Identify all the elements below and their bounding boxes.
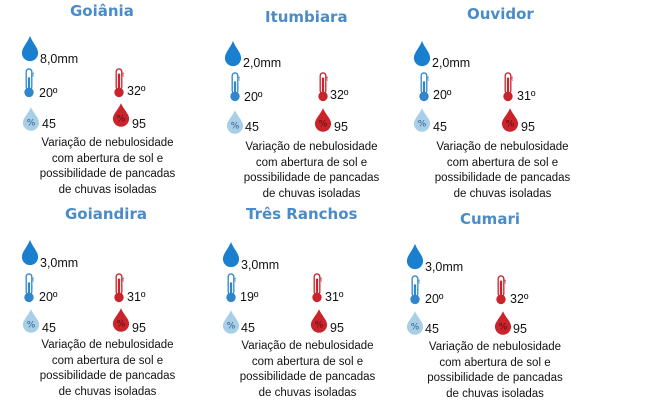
low-humidity-drop-icon: [22, 309, 40, 333]
forecast-description: [405, 140, 600, 202]
humidity-min: 45: [433, 120, 447, 134]
desc-line: com abertura de sol e: [439, 356, 551, 369]
hot-thermometer-icon: [494, 275, 508, 305]
hot-thermometer-icon: [310, 273, 324, 303]
city-name: Goiandira: [65, 205, 147, 223]
humidity-min: 45: [425, 322, 439, 336]
raindrop-icon: [413, 40, 431, 67]
desc-line: possibilidade de pancadas: [427, 372, 563, 384]
raindrop-icon: [224, 40, 242, 67]
temp-min: 20º: [244, 90, 263, 104]
city-card-goiania: [0, 0, 200, 205]
temp-min: 19º: [240, 290, 259, 304]
humidity-max: 95: [513, 322, 527, 336]
low-humidity-drop-icon: [226, 110, 244, 134]
rain-amount: 3,0mm: [425, 260, 464, 274]
forecast-description: [10, 338, 205, 400]
humidity-max: 95: [330, 321, 344, 335]
cold-thermometer-icon: [22, 273, 36, 303]
desc-line: possibilidade de pancadas: [239, 371, 376, 383]
city-card-tres-ranchos: [210, 205, 410, 406]
hot-thermometer-icon: [112, 68, 126, 98]
temp-max: 32º: [510, 292, 529, 306]
desc-line: de chuvas isoladas: [58, 385, 157, 398]
cold-thermometer-icon: [228, 72, 242, 102]
desc-line: com abertura de sol e: [255, 156, 368, 169]
desc-line: Variação de nebulosidade: [428, 341, 562, 353]
humidity-min: 45: [42, 321, 56, 335]
humidity-max: 95: [132, 321, 146, 335]
desc-line: com abertura de sol e: [51, 152, 164, 165]
high-humidity-drop-icon: [314, 108, 332, 132]
desc-line: Variação de nebulosidade: [41, 339, 174, 351]
temp-max: 31º: [517, 89, 536, 103]
city-card-itumbiara: [210, 0, 410, 205]
temp-max: 31º: [325, 290, 344, 304]
low-humidity-drop-icon: [413, 108, 431, 132]
humidity-min: 45: [241, 321, 255, 335]
rain-amount: 3,0mm: [241, 258, 280, 272]
rain-amount: 2,0mm: [432, 56, 471, 70]
humidity-max: 95: [334, 120, 348, 134]
hot-thermometer-icon: [112, 273, 126, 303]
temp-min: 20º: [39, 86, 58, 100]
desc-line: possibilidade de pancadas: [434, 172, 571, 184]
raindrop-icon: [21, 239, 39, 266]
high-humidity-drop-icon: [494, 311, 512, 335]
forecast-description: [210, 339, 405, 401]
city-name: Itumbiara: [265, 8, 348, 26]
high-humidity-drop-icon: [112, 103, 130, 127]
desc-line: de chuvas isoladas: [262, 187, 361, 200]
forecast-description: [10, 136, 205, 198]
temp-min: 20º: [433, 88, 452, 102]
desc-line: possibilidade de pancadas: [243, 172, 380, 184]
city-card-goiandira: [0, 205, 200, 406]
city-name: Goiânia: [70, 2, 134, 20]
temp-max: 32º: [330, 88, 349, 102]
hot-thermometer-icon: [501, 72, 515, 102]
raindrop-icon: [21, 35, 39, 62]
desc-line: de chuvas isoladas: [258, 386, 357, 399]
desc-line: Variação de nebulosidade: [245, 141, 378, 153]
low-humidity-drop-icon: [222, 310, 240, 334]
desc-line: Variação de nebulosidade: [436, 141, 569, 153]
desc-line: possibilidade de pancadas: [39, 168, 176, 180]
desc-line: Variação de nebulosidade: [241, 340, 374, 352]
low-humidity-drop-icon: [22, 107, 40, 131]
city-name: Ouvidor: [467, 5, 534, 23]
high-humidity-drop-icon: [112, 308, 130, 332]
forecast-description: [214, 140, 409, 202]
temp-min: 20º: [425, 292, 444, 306]
desc-line: de chuvas isoladas: [446, 387, 544, 400]
humidity-min: 45: [42, 117, 56, 131]
rain-amount: 3,0mm: [40, 256, 79, 270]
temp-max: 32º: [127, 84, 146, 98]
cold-thermometer-icon: [224, 273, 238, 303]
cold-thermometer-icon: [22, 68, 36, 98]
forecast-description: [400, 340, 590, 402]
raindrop-icon: [222, 241, 240, 268]
rain-amount: 8,0mm: [40, 52, 79, 66]
desc-line: com abertura de sol e: [51, 354, 164, 367]
cold-thermometer-icon: [417, 72, 431, 102]
desc-line: com abertura de sol e: [251, 355, 364, 368]
low-humidity-drop-icon: [406, 311, 424, 335]
cold-thermometer-icon: [408, 275, 422, 305]
rain-amount: 2,0mm: [243, 56, 282, 70]
city-name: Cumari: [460, 210, 520, 228]
hot-thermometer-icon: [316, 72, 330, 102]
humidity-max: 95: [132, 117, 146, 131]
temp-min: 20º: [39, 290, 58, 304]
city-card-ouvidor: [405, 0, 605, 205]
humidity-min: 45: [245, 120, 259, 134]
humidity-max: 95: [521, 120, 535, 134]
city-name: Três Ranchos: [246, 205, 358, 223]
desc-line: possibilidade de pancadas: [39, 370, 176, 382]
high-humidity-drop-icon: [310, 309, 328, 333]
temp-max: 31º: [127, 290, 146, 304]
desc-line: Variação de nebulosidade: [41, 137, 174, 149]
city-card-cumari: [400, 205, 600, 406]
desc-line: de chuvas isoladas: [453, 187, 552, 200]
desc-line: de chuvas isoladas: [58, 183, 157, 196]
high-humidity-drop-icon: [501, 108, 519, 132]
raindrop-icon: [406, 243, 424, 270]
desc-line: com abertura de sol e: [446, 156, 559, 169]
